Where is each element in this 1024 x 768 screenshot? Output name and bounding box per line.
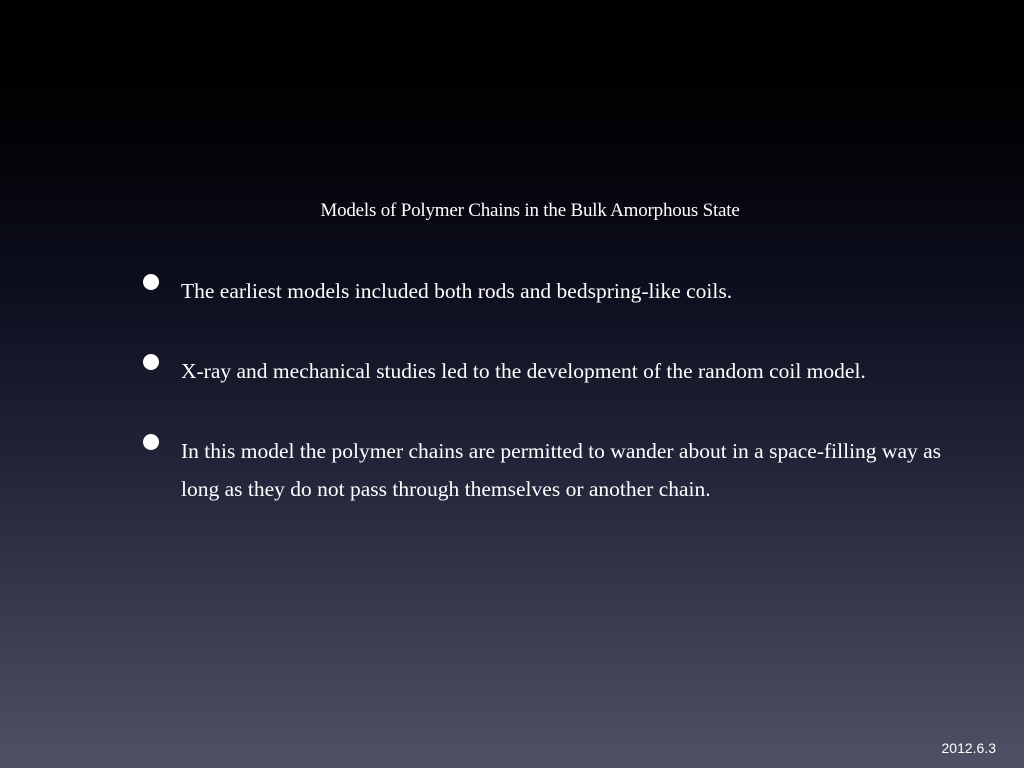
footer-date: 2012.6.3 xyxy=(941,740,996,756)
bullet-item xyxy=(143,352,943,390)
bullet-list xyxy=(143,272,943,550)
bullet-item xyxy=(143,432,943,508)
bullet-text: In this model the polymer chains are permitted to wander about in a space-filling way as long as they do not pass through themselves or another chain. xyxy=(181,439,942,501)
bullet-dot-icon xyxy=(143,354,159,370)
bullet-text: The earliest models included both rods and bedspring-like coils. xyxy=(181,279,733,303)
bullet-dot-icon xyxy=(143,434,159,450)
slide-title: Models of Polymer Chains in the Bulk Amorphous State xyxy=(320,200,740,221)
bullet-item xyxy=(143,272,943,310)
bullet-dot-icon xyxy=(143,274,159,290)
bullet-text: X-ray and mechanical studies led to the development of the random coil model. xyxy=(181,359,866,383)
